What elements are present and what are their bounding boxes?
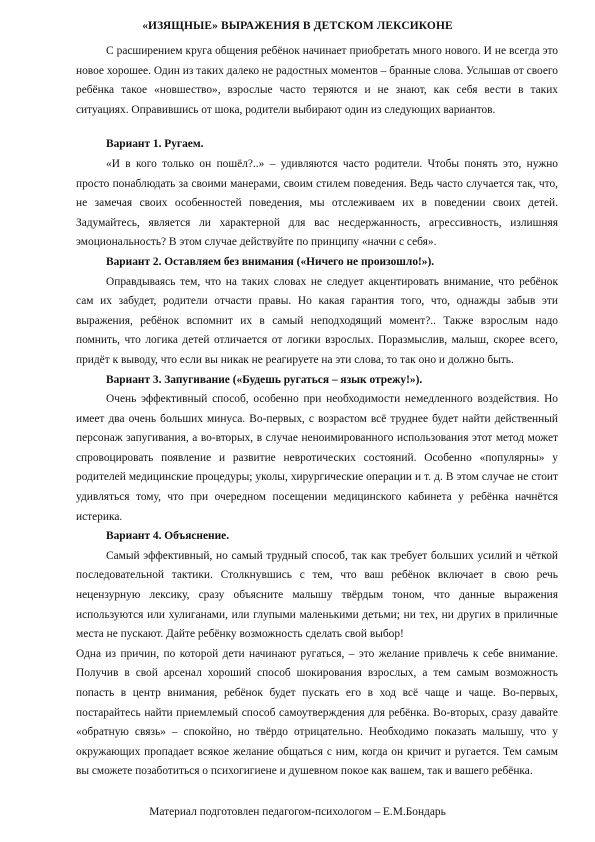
variant-3-heading: Вариант 3. Запугивание («Будешь ругаться – язык отрежу!»). xyxy=(106,373,423,386)
variant-2-heading: Вариант 2. Оставляем без внимания («Ничего не произошло!»). xyxy=(106,255,435,268)
variant-1-heading: Вариант 1. Ругаем. xyxy=(106,138,204,151)
intro-paragraph: С расширением круга общения ребёнок начинает приобретать много нового. И не всегда это новое хорошее. Один из таких далеко не радостных моментов – бранные слова. Услышав от своего ребёнка такое «новшество», взрослые часто теряются и не знают, как себя вести в таких ситуациях. Оправившись от шока, родители выбирают один из следующих вариантов. xyxy=(76,45,558,116)
variant-4-heading: Вариант 4. Объяснение. xyxy=(106,530,230,543)
variant-1-text: «И в кого только он пошёл?..» – удивляются часто родители. Чтобы понять это, нужно просто понаблюдать за своими манерами, своим стилем поведения. Ведь часто случается так, что, не замечая своих особенностей поведения, мы отслеживаем их в поведении своих детей. Задумайтесь, является ли характерной для вас несдержанность, агрессивность, излишняя эмоциональность? В этом случае действуйте по принципу «начни с себя». xyxy=(76,157,558,249)
document-body xyxy=(76,42,558,782)
closing-paragraph: Одна из причин, по которой дети начинают ругаться, – это желание привлечь к себе внимание. Получив в свой арсенал хороший способ шокирования взрослых, а тем самым возможность попасть в центр внимания, ребёнок будет пускать его в ход всё чаще и чаще. Во-первых, постарайтесь найти приемлемый способ самоутверждения для ребёнка. Во-вторых, сразу давайте «обратную связь» – спокойно, но твёрдо отрицательно. Необходимо показать малышу, что у окружающих пропадает всякое желание общаться с ним, когда он кричит и ругается. Тем самым вы сможете позаботиться о психогигиене и душевном покое как вашем, так и вашего ребёнка. xyxy=(76,647,558,778)
variant-2-text: Оправдываясь тем, что на таких словах не следует акцентировать внимание, что ребёнок сам их забудет, родители отчасти правы. Но какая гарантия того, что, однажды забыв эти выражения, ребёнок вспомнит их в самый неподходящий момент?.. Также взрослым надо помнить, что логика детей отличается от логики взрослых. Поразмыслив, малыш, скорее всего, придёт к выводу, что если вы никак не реагируете на эти слова, то так оно и должно быть. xyxy=(76,275,558,366)
variant-3-text: Очень эффективный способ, особенно при необходимости немедленного воздействия. Но имеет два очень больших минуса. Во-первых, с возрастом всё труднее будет найти действенный персонаж запугивания, а во-вторых, в случае неноимированного использования этот метод может спровоцировать появление и развитие невротических состояний. Особенно «популярны» у родителей медицинские процедуры; уколы, хирургические операции и т. д. В этом случае не стоит удивляться тому, что при очередном посещении медицинского кабинета у ребёнка начнётся истерика. xyxy=(76,393,558,523)
variant-4-text: Самый эффективный, но самый трудный способ, так как требует больших усилий и чёткой последовательной тактики. Столкнувшись с тем, что ваш ребёнок включает в свою речь нецензурную лексику, сразу объясните малышу твёрдым тоном, что данные выражения используются или хулиганами, или глупыми маленькими детьми; ни тех, ни других в приличные места не пускают. Дайте ребёнку возможность сделать свой выбор! xyxy=(76,549,558,641)
document-title: «ИЗЯЩНЫЕ» ВЫРАЖЕНИЯ В ДЕТСКОМ ЛЕКСИКОНЕ xyxy=(142,20,453,32)
author-credit: Материал подготовлен педагогом-психологом – Е.М.Бондарь xyxy=(149,806,446,818)
